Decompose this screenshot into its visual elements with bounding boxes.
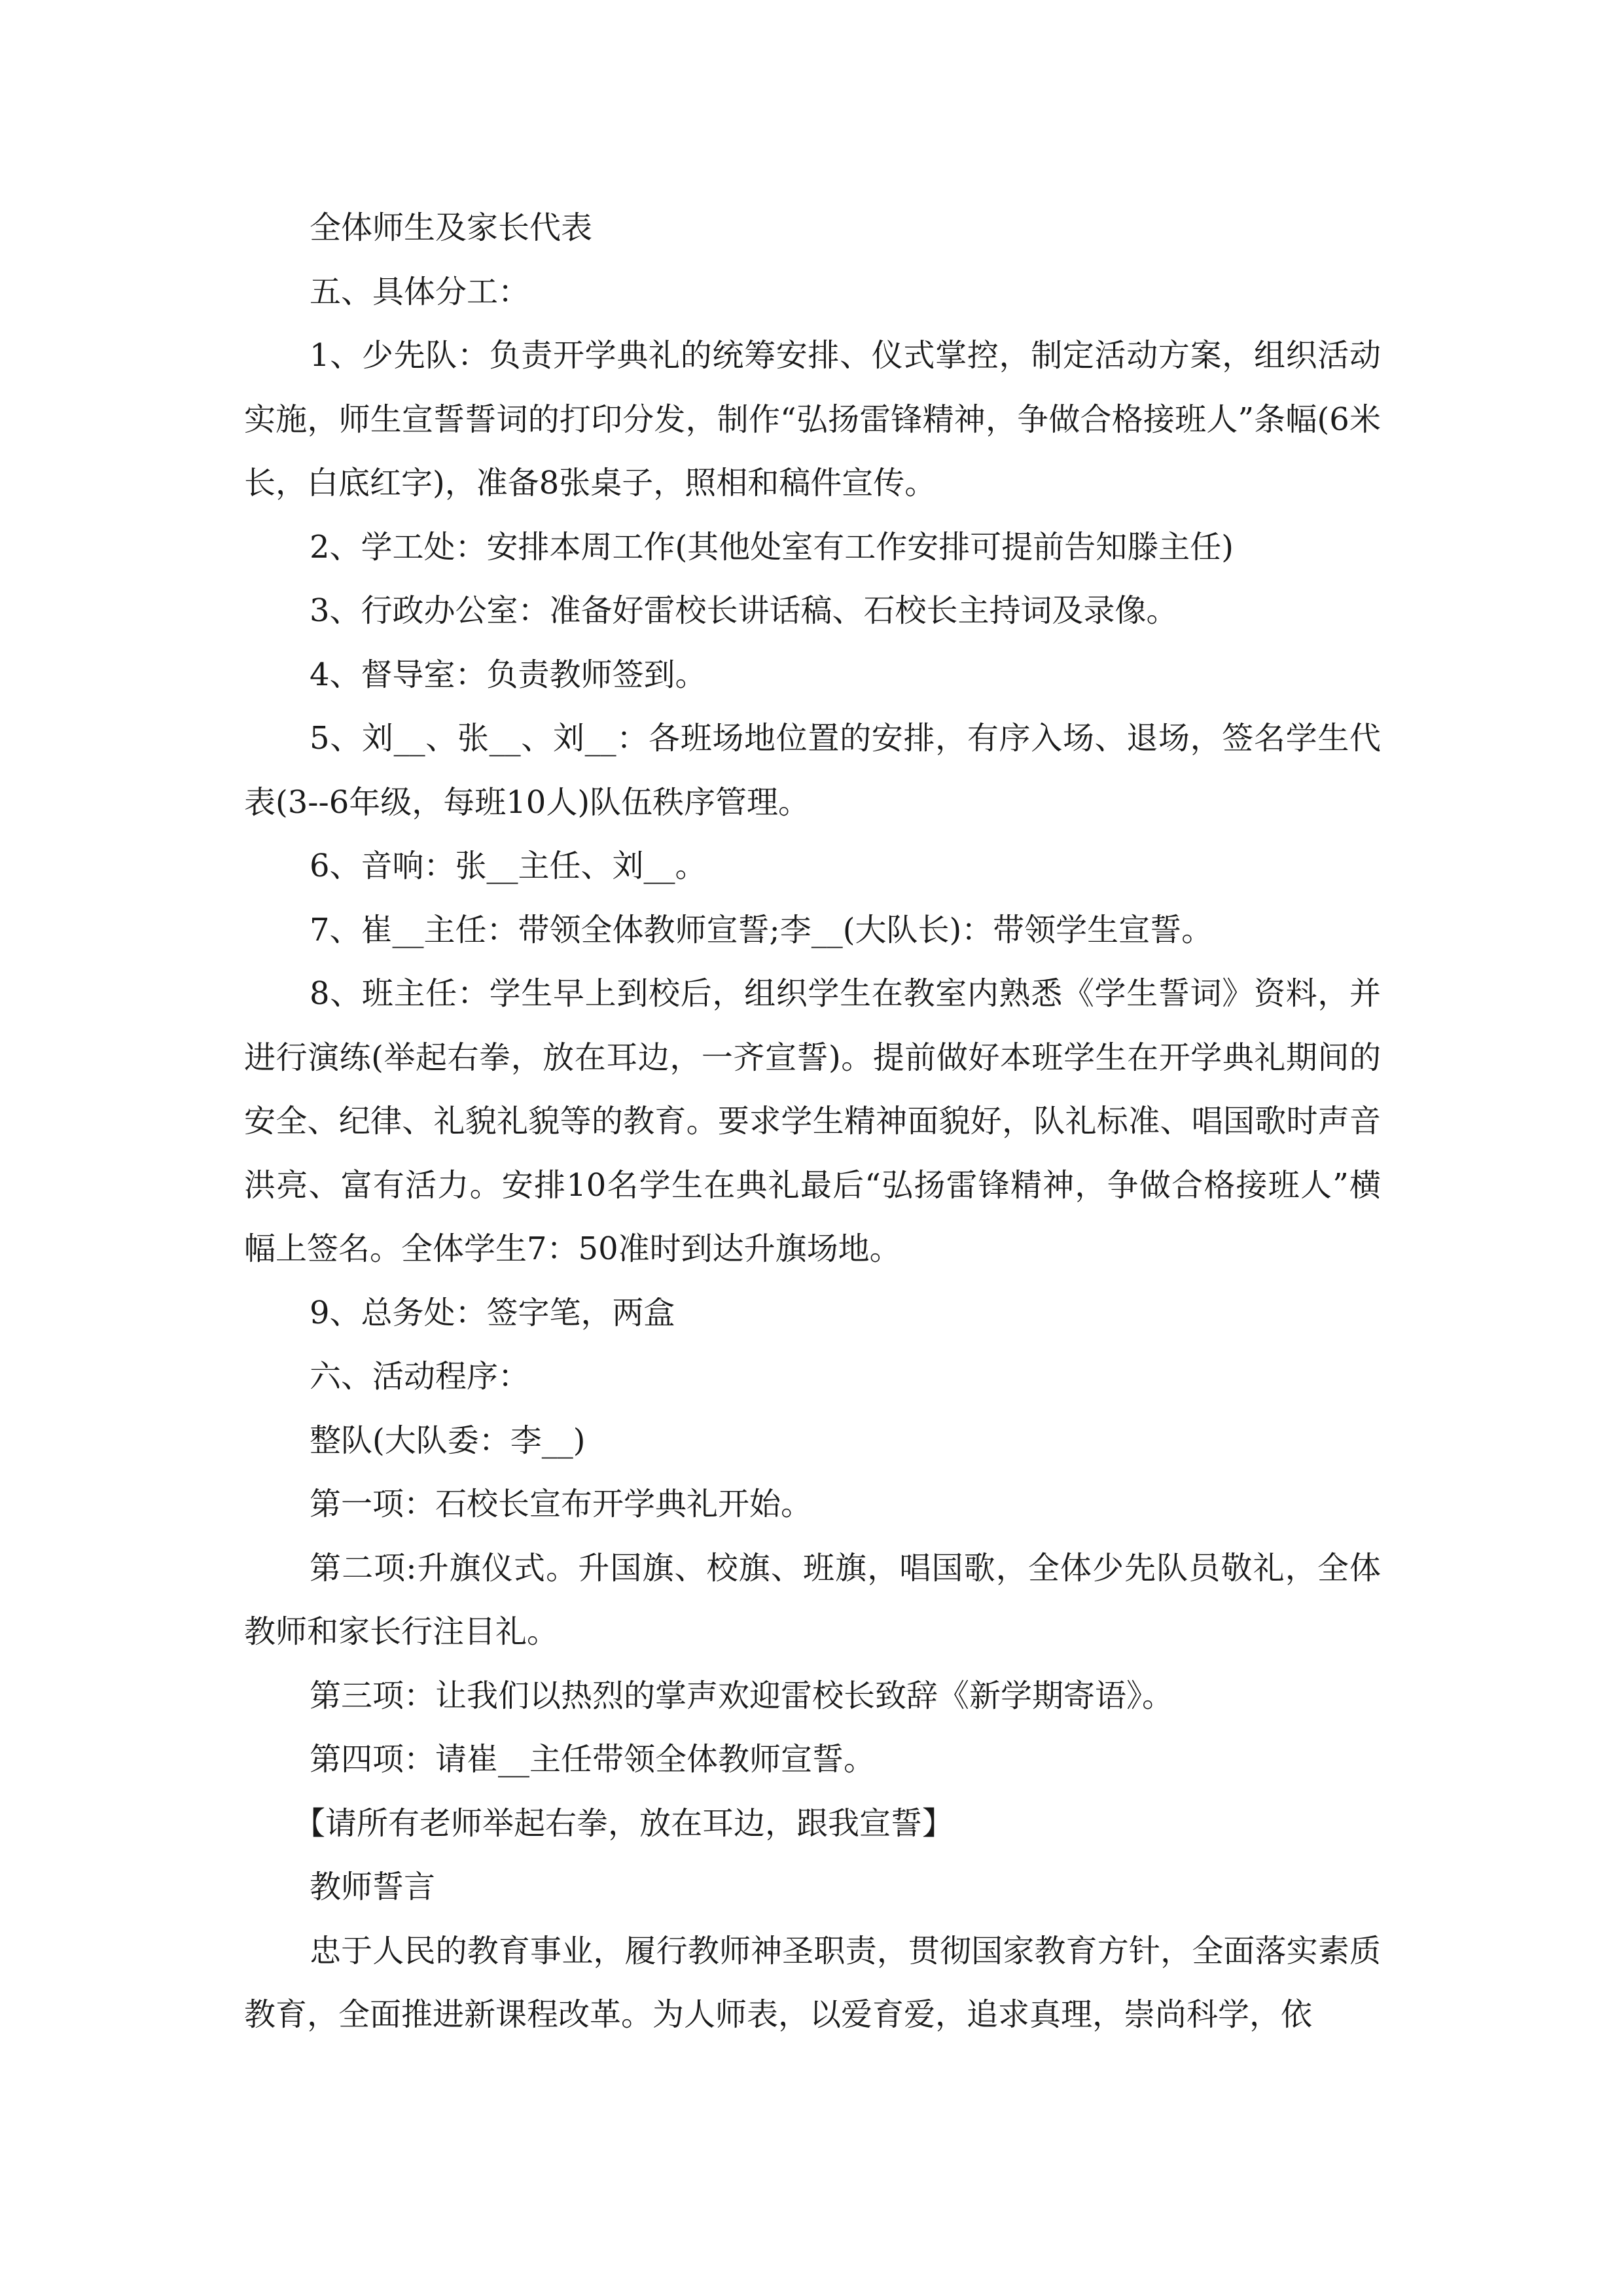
- task-item-2: 2、学工处：安排本周工作(其他处室有工作安排可提前告知滕主任): [310, 528, 1234, 565]
- audience-line: 全体师生及家长代表: [310, 209, 593, 246]
- program-step-2: 第二项:升旗仪式。升国旗、校旗、班旗，唱国歌，全体少先队员敬礼，全体教师和家长行注目礼。: [244, 1549, 1381, 1650]
- task-item-8: 8、班主任：学生早上到校后，组织学生在教室内熟悉《学生誓词》资料，并进行演练(举起右拳，放在耳边，一齐宣誓)。提前做好本班学生在开学典礼期间的安全、纪律、礼貌礼貌等的教育。要求学生精神面貌好，队礼标准、唱国歌时声音洪亮、富有活力。安排10名学生在典礼最后“弘扬雷锋精神，争做合格接班人”横幅上签名。全体学生7：50准时到达升旗场地。: [244, 975, 1381, 1267]
- oath-instruction: 【请所有老师举起右拳，放在耳边，跟我宣誓】: [294, 1804, 954, 1842]
- task-item-3: 3、行政办公室：准备好雷校长讲话稿、石校长主持词及录像。: [310, 592, 1178, 629]
- program-step-1: 第一项：石校长宣布开学典礼开始。: [310, 1486, 813, 1522]
- section-heading-program: 六、活动程序：: [310, 1358, 530, 1395]
- program-step-4: 第四项：请崔__主任带领全体教师宣誓。: [310, 1741, 876, 1778]
- section-heading-division: 五、具体分工：: [310, 273, 530, 310]
- program-step-assemble: 整队(大队委：李__): [310, 1422, 586, 1459]
- task-item-5: 5、刘__、张__、刘__：各班场地位置的安排，有序入场、退场，签名学生代表(3--6年级，每班10人)队伍秩序管理。: [244, 720, 1381, 821]
- teacher-oath-title: 教师誓言: [310, 1869, 436, 1905]
- program-step-3: 第三项：让我们以热烈的掌声欢迎雷校长致辞《新学期寄语》。: [310, 1677, 1174, 1714]
- task-item-9: 9、总务处：签字笔，两盒: [310, 1294, 675, 1331]
- task-item-7: 7、崔__主任：带领全体教师宣誓;李__(大队长)：带领学生宣誓。: [310, 911, 1213, 948]
- teacher-oath-text: 忠于人民的教育事业，履行教师神圣职责，贯彻国家教育方针，全面落实素质教育，全面推进新课程改革。为人师表，以爱育爱，追求真理，崇尚科学，依: [244, 1932, 1381, 2033]
- task-item-1: 1、少先队：负责开学典礼的统筹安排、仪式掌控，制定活动方案，组织活动实施，师生宣誓誓词的打印分发，制作“弘扬雷锋精神，争做合格接班人”条幅(6米长，白底红字)，准备8张桌子，照相和稿件宣传。: [244, 337, 1381, 501]
- task-item-6: 6、音响：张__主任、刘__。: [310, 848, 707, 884]
- task-item-4: 4、督导室：负责教师签到。: [310, 656, 707, 693]
- document-body: [244, 196, 1381, 2047]
